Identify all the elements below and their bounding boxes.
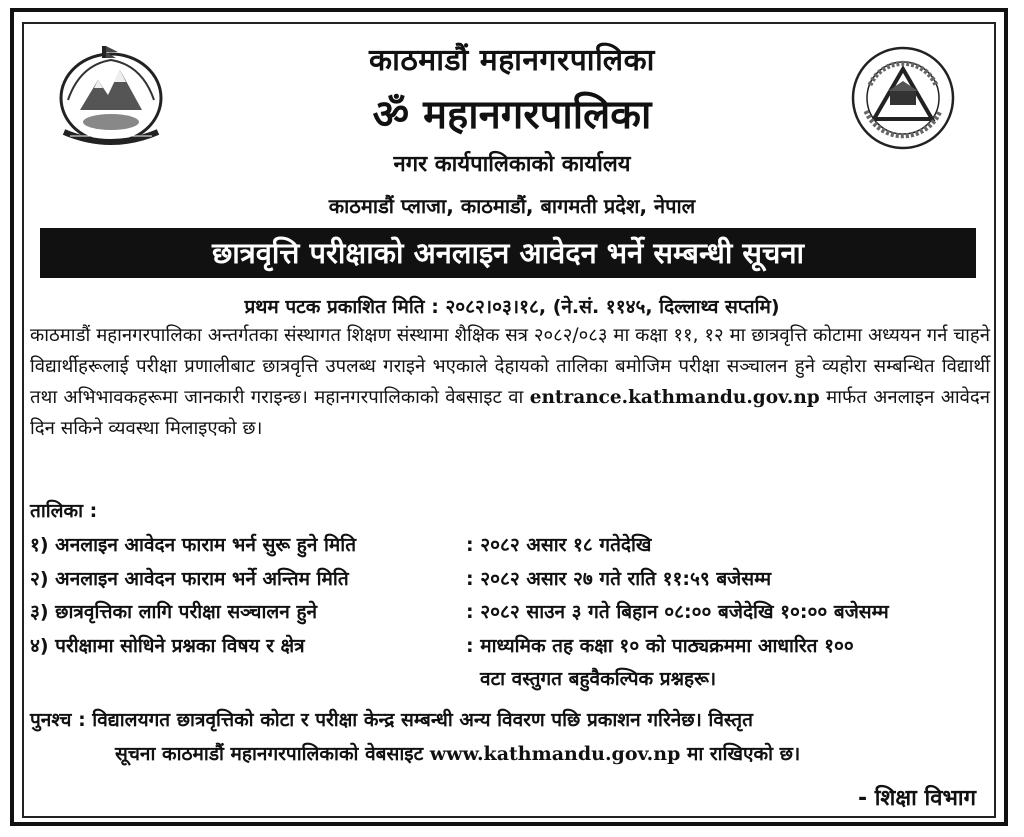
schedule-label: तालिका : (30, 500, 98, 522)
org-name: काठमाडौं महानगरपालिका (369, 43, 655, 78)
kathmandu-website-link[interactable]: www.kathmandu.gov.np (429, 743, 681, 765)
postscript-line2 (115, 740, 800, 766)
org-name-stylized: ॐ महानगरपालिका (372, 91, 652, 138)
postscript-line1: पुनश्च : विद्यालयगत छात्रवृत्तिको कोटा र परीक्षा केन्द्र सम्बन्धी अन्य विवरण पछि प्रकाशन गरिनेछ। विस्तृत (30, 709, 753, 731)
entrance-website-link[interactable]: entrance.kathmandu.gov.np (529, 387, 820, 408)
published-date: प्रथम पटक प्रकाशित मिति : २०८२।०३।१८, (ने.सं. ११४५, दिल्लाथ्व सप्तमि) (244, 296, 780, 318)
notice-body-text: काठमाडौं महानगरपालिका अन्तर्गतका संस्थागत शिक्षण संस्थामा शैक्षिक सत्र २०८२/०८३ मा कक्षा ११, १२ मा छात्रवृत्ति कोटामा अध्ययन गर्न चाहने विद्यार्थीहरूलाई परीक्षा प्रणालीबाट छात्रवृत्ति उपलब्ध गराइने भएकाले देहायको तालिका बमोजिम परीक्षा सञ्चालन हुने व्यहोरा सम्बन्धित विद्यार्थी तथा अभिभावकहरूमा जानकारी गराइन्छ। महानगरपालिकाको वेबसाइट वा (30, 325, 990, 408)
schedule-value: : २०८२ असार १८ गतेदेखि (466, 534, 652, 556)
schedule-value: : २०८२ साउन ३ गते बिहान ०८:०० बजेदेखि १०:०० बजेसम्म (466, 601, 889, 623)
schedule-value: : २०८२ असार २७ गते राति ११:५९ बजेसम्म (466, 568, 772, 590)
notice-body-text-end: मार्फत अनलाइन आवेदन दिन सकिने व्यवस्था मिलाइएको छ। (30, 387, 990, 439)
schedule-value: : माध्यमिक तह कक्षा १० को पाठ्यक्रममा आधारित १०० (466, 635, 854, 657)
notice-body (30, 320, 990, 444)
office-name: नगर कार्यपालिकाको कार्यालय (393, 152, 631, 177)
signature: - शिक्षा विभाग (857, 786, 976, 811)
schedule-item: २) अनलाइन आवेदन फाराम भर्ने अन्तिम मिति (30, 568, 349, 590)
notice-title-banner: छात्रवृत्ति परीक्षाको अनलाइन आवेदन भर्ने सम्बन्धी सूचना (40, 228, 976, 278)
office-address: काठमाडौं प्लाजा, काठमाडौं, बागमती प्रदेश, नेपाल (328, 194, 696, 218)
schedule-item: ४) परीक्षामा सोधिने प्रश्नका विषय र क्षेत्र (30, 635, 305, 657)
postscript-text: सूचना काठमाडौं महानगरपालिकाको वेबसाइट (115, 743, 430, 765)
postscript-text-end: मा राखिएको छ। (680, 743, 801, 765)
schedule-item: ३) छात्रवृत्तिका लागि परीक्षा सञ्चालन हुने (30, 601, 318, 623)
schedule-value: वटा वस्तुगत बहुवैकल्पिक प्रश्नहरू। (480, 668, 717, 690)
schedule-item: १) अनलाइन आवेदन फाराम भर्न सुरू हुने मिति (30, 534, 357, 556)
